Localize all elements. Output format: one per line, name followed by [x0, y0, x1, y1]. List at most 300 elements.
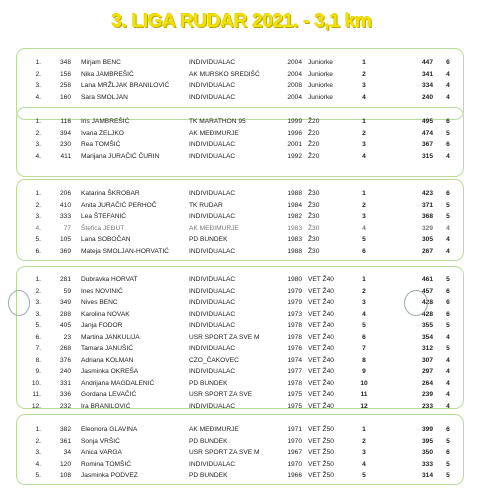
result-row [17, 70, 463, 80]
category-place: 4 [362, 310, 366, 318]
birth-year: 1978 [287, 322, 302, 329]
races-count: 4 [446, 93, 450, 101]
category: VET Ž40 [308, 345, 334, 352]
category-place: 1 [362, 276, 366, 283]
birth-year: 1967 [287, 449, 302, 456]
club: INDIVIDUALAC [189, 190, 236, 197]
start-number: 348 [59, 59, 71, 66]
start-number: 77 [63, 224, 71, 232]
points: 457 [421, 287, 433, 295]
races-count: 4 [446, 70, 450, 78]
category: VET Ž50 [308, 460, 334, 468]
athlete-name: Nives BENC [81, 299, 118, 306]
result-row [17, 247, 463, 257]
start-number: 281 [59, 276, 71, 283]
birth-year: 1976 [287, 345, 302, 352]
club: TK RUDAR [189, 201, 223, 209]
start-number: 59 [63, 287, 71, 295]
athlete-name: Iris JAMBREŠIĆ [81, 118, 130, 125]
rank: 1. [35, 59, 41, 66]
category: VET Ž40 [308, 310, 334, 318]
rank: 5. [35, 236, 41, 243]
athlete-name: Rea TOMŠIĆ [81, 141, 121, 148]
birth-year: 1988 [287, 190, 302, 197]
athlete-name: Lea ŠTEFANIĆ [81, 213, 127, 220]
category-place: 5 [362, 236, 366, 243]
result-row [17, 448, 463, 458]
category-place: 6 [362, 333, 366, 341]
category-place: 4 [362, 460, 366, 468]
club: PD BUNDEK [189, 437, 228, 445]
club: INDIVIDUALAC [189, 247, 236, 255]
club: INDIVIDUALAC [189, 310, 236, 318]
category: Ž30 [308, 236, 320, 243]
result-row [17, 367, 463, 377]
category: VET Ž40 [308, 322, 334, 329]
points: 368 [421, 213, 433, 220]
birth-year: 1992 [287, 152, 302, 160]
athlete-name: Tamara JANUŠIĆ [81, 345, 134, 352]
athlete-name: Mirjam BENC [81, 59, 121, 66]
points: 341 [421, 70, 433, 78]
category-place: 1 [362, 426, 366, 433]
category-place: 2 [362, 437, 366, 445]
birth-year: 1979 [287, 299, 302, 306]
points: 447 [421, 59, 433, 66]
birth-year: 2004 [287, 70, 302, 78]
athlete-name: Marijana JURAČIĆ ČURIN [81, 152, 160, 160]
races-count: 6 [446, 59, 450, 66]
start-number: 333 [59, 213, 71, 220]
races-count: 6 [446, 426, 450, 433]
birth-year: 1971 [287, 426, 302, 433]
points: 264 [421, 379, 433, 387]
birth-year: 1977 [287, 368, 302, 375]
races-count: 5 [446, 322, 450, 329]
category-group [16, 414, 464, 485]
category: Juniorke [308, 70, 333, 78]
category: Juniorke [308, 93, 333, 101]
club: CZO_ČAKOVEC [189, 356, 239, 364]
birth-year: 1970 [287, 460, 302, 468]
races-count: 5 [446, 129, 450, 137]
category: Ž30 [308, 201, 320, 209]
points: 495 [421, 118, 433, 125]
races-count: 5 [446, 460, 450, 468]
result-row [17, 140, 463, 150]
result-row [17, 390, 463, 400]
category: Ž30 [308, 213, 320, 220]
races-count: 4 [446, 333, 450, 341]
club: AK MURSKO SREDIŠĆ [189, 70, 260, 78]
start-number: 34 [63, 449, 71, 456]
races-count: 5 [446, 437, 450, 445]
rank: 8. [35, 356, 41, 364]
races-count: 4 [446, 236, 450, 243]
rank: 6. [35, 247, 41, 255]
points: 329 [421, 224, 433, 232]
athlete-name: Karolina NOVAK [81, 310, 130, 318]
races-count: 5 [446, 201, 450, 209]
rank: 3. [35, 310, 41, 318]
result-row [17, 275, 463, 285]
athlete-name: Martina JANKULIJA [81, 333, 140, 341]
points: 333 [421, 460, 433, 468]
races-count: 6 [446, 287, 450, 295]
result-row [17, 224, 463, 234]
rank: 4. [35, 460, 41, 468]
club: PD BUNDEK [189, 236, 228, 243]
category: Ž20 [308, 118, 320, 125]
club: INDIVIDUALAC [189, 402, 236, 410]
points: 315 [421, 152, 433, 160]
athlete-name: Štefica JEĐUT [81, 224, 125, 232]
category-place: 2 [362, 201, 366, 209]
rank: 4. [35, 93, 41, 101]
category-place: 1 [362, 59, 366, 66]
start-number: 206 [59, 190, 71, 197]
start-number: 116 [60, 118, 71, 125]
result-row [17, 356, 463, 366]
category-place: 1 [362, 190, 366, 197]
category-place: 3 [362, 299, 366, 306]
category: Ž30 [308, 247, 320, 255]
rank: 1. [35, 190, 41, 197]
athlete-name: Gordana LEVAČIĆ [81, 391, 137, 398]
category: VET Ž40 [308, 391, 334, 398]
start-number: 108 [59, 472, 71, 479]
category-place: 3 [362, 213, 366, 220]
races-count: 5 [446, 276, 450, 283]
races-count: 6 [446, 141, 450, 148]
result-row [17, 402, 463, 412]
category: VET Ž40 [308, 299, 334, 306]
club: USR SPORT ZA SVE [189, 391, 253, 398]
birth-year: 2004 [287, 59, 302, 66]
result-row [17, 201, 463, 211]
club: INDIVIDUALAC [189, 93, 236, 101]
points: 314 [421, 472, 433, 479]
athlete-name: Romina TOMŠIĆ [81, 460, 131, 468]
category-place: 1 [362, 118, 366, 125]
races-count: 4 [446, 379, 450, 387]
athlete-name: Ivana ZELJKO [81, 129, 124, 137]
category-group [16, 179, 464, 261]
category: VET Ž50 [308, 437, 334, 445]
category: Ž20 [308, 141, 320, 148]
category-place: 10 [360, 379, 368, 387]
start-number: 411 [60, 152, 71, 160]
athlete-name: Anica VARGA [81, 449, 122, 456]
athlete-name: Andrijana MAGDALENIĆ [81, 379, 155, 387]
category: VET Ž50 [308, 472, 334, 479]
category-place: 2 [362, 129, 366, 137]
category-place: 3 [362, 141, 366, 148]
club: INDIVIDUALAC [189, 276, 236, 283]
athlete-name: Jasminka PODVEZ [81, 472, 138, 479]
category-group [16, 107, 464, 177]
result-row [17, 117, 463, 127]
rank: 2. [35, 201, 41, 209]
result-row [17, 81, 463, 91]
result-row [17, 129, 463, 139]
category-place: 7 [362, 345, 366, 352]
category-place: 8 [362, 356, 366, 364]
start-number: 230 [59, 141, 71, 148]
category: Juniorke [308, 59, 333, 66]
races-count: 4 [446, 368, 450, 375]
category-place: 12 [360, 402, 368, 410]
rank: 5. [35, 322, 41, 329]
result-row [17, 379, 463, 389]
start-number: 349 [59, 299, 71, 306]
birth-year: 1979 [287, 287, 302, 295]
birth-year: 1996 [287, 129, 302, 137]
category: Ž30 [308, 224, 320, 232]
result-row [17, 333, 463, 343]
races-count: 4 [446, 402, 450, 410]
rank: 2. [35, 287, 41, 295]
races-count: 4 [446, 356, 450, 364]
page-title: 3. LIGA RUDAR 2021. - 3,1 km [111, 11, 372, 32]
result-row [17, 310, 463, 320]
points: 312 [421, 345, 433, 352]
result-row [17, 437, 463, 447]
rank: 2. [35, 70, 41, 78]
rank: 5. [35, 472, 41, 479]
club: AK MEĐIMURJE [189, 224, 239, 232]
points: 371 [421, 201, 433, 209]
races-count: 4 [446, 82, 450, 89]
start-number: 160 [59, 93, 71, 101]
athlete-name: Lana SOBOČAN [81, 236, 131, 243]
start-number: 361 [59, 437, 71, 445]
rank: 3. [35, 299, 41, 306]
start-number: 258 [59, 82, 71, 89]
club: INDIVIDUALAC [189, 141, 236, 148]
birth-year: 2008 [287, 82, 302, 89]
athlete-name: Anita JURAČIĆ PERHOČ [81, 201, 157, 209]
start-number: 394 [59, 129, 71, 137]
club: INDIVIDUALAC [189, 368, 236, 375]
category: VET Ž40 [308, 333, 334, 341]
rank: 3. [35, 213, 41, 220]
points: 233 [421, 402, 433, 410]
start-number: 369 [59, 247, 71, 255]
points: 239 [421, 391, 433, 398]
category-place: 11 [360, 391, 368, 398]
birth-year: 1975 [287, 402, 302, 410]
races-count: 4 [446, 391, 450, 398]
rank: 9. [35, 368, 41, 375]
points: 334 [421, 82, 433, 89]
races-count: 5 [446, 213, 450, 220]
points: 350 [421, 449, 433, 456]
result-row [17, 298, 463, 308]
rank: 3. [35, 141, 41, 148]
category-place: 4 [362, 152, 366, 160]
category-place: 6 [362, 247, 366, 255]
points: 423 [421, 190, 433, 197]
result-row [17, 189, 463, 199]
club: PD BUNDEK [189, 472, 228, 479]
club: INDIVIDUALAC [189, 59, 236, 66]
category-place: 4 [362, 224, 366, 232]
start-number: 331 [59, 379, 71, 387]
birth-year: 2001 [287, 141, 302, 148]
rank: 4. [35, 152, 41, 160]
result-row [17, 321, 463, 331]
birth-year: 1980 [287, 276, 302, 283]
tie-highlight-circle [404, 290, 428, 316]
races-count: 4 [446, 247, 450, 255]
races-count: 6 [446, 310, 450, 318]
club: INDIVIDUALAC [189, 345, 236, 352]
athlete-name: Jasminka OKREŠA [81, 368, 139, 375]
athlete-name: Ira BRANILOVIĆ [81, 402, 131, 410]
races-count: 4 [446, 152, 450, 160]
category: Juniorke [308, 82, 333, 89]
result-row [17, 152, 463, 162]
athlete-name: Ines NOVINIĆ [81, 287, 123, 295]
start-number: 382 [59, 426, 71, 433]
races-count: 6 [446, 190, 450, 197]
birth-year: 1966 [287, 472, 302, 479]
athlete-name: Sonja VRŠIĆ [81, 437, 120, 445]
start-number: 336 [59, 391, 71, 398]
rank: 1. [35, 118, 41, 125]
rank: 10. [31, 379, 41, 387]
races-count: 5 [446, 345, 450, 352]
athlete-name: Katarina ŠKROBAR [81, 190, 140, 197]
category: Ž20 [308, 129, 320, 137]
birth-year: 1978 [287, 333, 302, 341]
result-row [17, 460, 463, 470]
result-row [17, 93, 463, 103]
category: VET Ž50 [308, 426, 334, 433]
races-count: 4 [446, 224, 450, 232]
category-place: 5 [362, 472, 366, 479]
athlete-name: Sara SMOLJAN [81, 93, 128, 101]
category: VET Ž40 [308, 368, 334, 375]
category-place: 3 [362, 82, 366, 89]
category: VET Ž40 [308, 356, 334, 364]
category-group [16, 266, 464, 409]
result-row [17, 58, 463, 68]
club: INDIVIDUALAC [189, 82, 236, 89]
category-place: 3 [362, 449, 366, 456]
races-count: 5 [446, 472, 450, 479]
birth-year: 1975 [287, 391, 302, 398]
rank: 1. [35, 426, 41, 433]
category-place: 2 [362, 287, 366, 295]
start-number: 120 [59, 460, 71, 468]
races-count: 6 [446, 449, 450, 456]
birth-year: 1983 [287, 224, 302, 232]
club: INDIVIDUALAC [189, 299, 236, 306]
result-row [17, 425, 463, 435]
rank: 12. [31, 402, 41, 410]
birth-year: 1983 [287, 236, 302, 243]
club: USR SPORT ZA SVE M [189, 449, 260, 456]
start-number: 232 [59, 402, 71, 410]
club: AK MEĐIMURJE [189, 426, 239, 433]
club: USR SPORT ZA SVE M [189, 333, 260, 341]
points: 307 [421, 356, 433, 364]
result-row [17, 344, 463, 354]
category-place: 9 [362, 368, 366, 375]
points: 395 [421, 437, 433, 445]
points: 428 [421, 299, 433, 306]
rank: 2. [35, 437, 41, 445]
birth-year: 1978 [287, 379, 302, 387]
category: Ž30 [308, 190, 320, 197]
athlete-name: Mateja SMOLJAN-HORVATIĆ [81, 247, 169, 255]
rank: 2. [35, 129, 41, 137]
points: 428 [421, 310, 433, 318]
points: 354 [421, 333, 433, 341]
birth-year: 1999 [287, 118, 302, 125]
athlete-name: Lana MRŽLJAK BRANILOVIĆ [81, 82, 170, 89]
category: VET Ž50 [308, 449, 334, 456]
category-place: 2 [362, 70, 366, 78]
birth-year: 2004 [287, 93, 302, 101]
club: INDIVIDUALAC [189, 152, 236, 160]
points: 240 [421, 93, 433, 101]
start-number: 240 [59, 368, 71, 375]
tie-highlight-circle [8, 290, 30, 316]
races-count: 6 [446, 118, 450, 125]
rank: 11. [32, 391, 41, 398]
start-number: 156 [59, 70, 71, 78]
result-row [17, 287, 463, 297]
club: INDIVIDUALAC [189, 287, 236, 295]
athlete-name: Nika JAMBREŠIĆ [81, 70, 134, 78]
start-number: 288 [59, 310, 71, 318]
category-place: 5 [362, 322, 366, 329]
athlete-name: Dubravka HORVAT [81, 276, 138, 283]
birth-year: 1988 [287, 247, 302, 255]
birth-year: 1982 [287, 213, 302, 220]
club: PD BUNDEK [189, 379, 228, 387]
birth-year: 1970 [287, 437, 302, 445]
club: INDIVIDUALAC [189, 213, 236, 220]
points: 367 [421, 141, 433, 148]
category: Ž20 [308, 152, 320, 160]
rank: 4. [35, 224, 41, 232]
birth-year: 1974 [287, 356, 302, 364]
athlete-name: Janja FODOR [81, 322, 123, 329]
start-number: 23 [63, 333, 71, 341]
birth-year: 1984 [287, 201, 302, 209]
club: INDIVIDUALAC [189, 322, 236, 329]
points: 305 [421, 236, 433, 243]
rank: 1. [35, 276, 41, 283]
points: 461 [421, 276, 433, 283]
result-row [17, 212, 463, 222]
rank: 3. [35, 82, 41, 89]
start-number: 376 [59, 356, 71, 364]
points: 355 [421, 322, 433, 329]
points: 297 [421, 368, 433, 375]
result-row [17, 471, 463, 481]
club: AK MEĐIMURJE [189, 129, 239, 137]
start-number: 405 [59, 322, 71, 329]
athlete-name: Adriana KOLMAN [81, 356, 134, 364]
category: VET Ž40 [308, 379, 334, 387]
birth-year: 1973 [287, 310, 302, 318]
races-count: 6 [446, 299, 450, 306]
